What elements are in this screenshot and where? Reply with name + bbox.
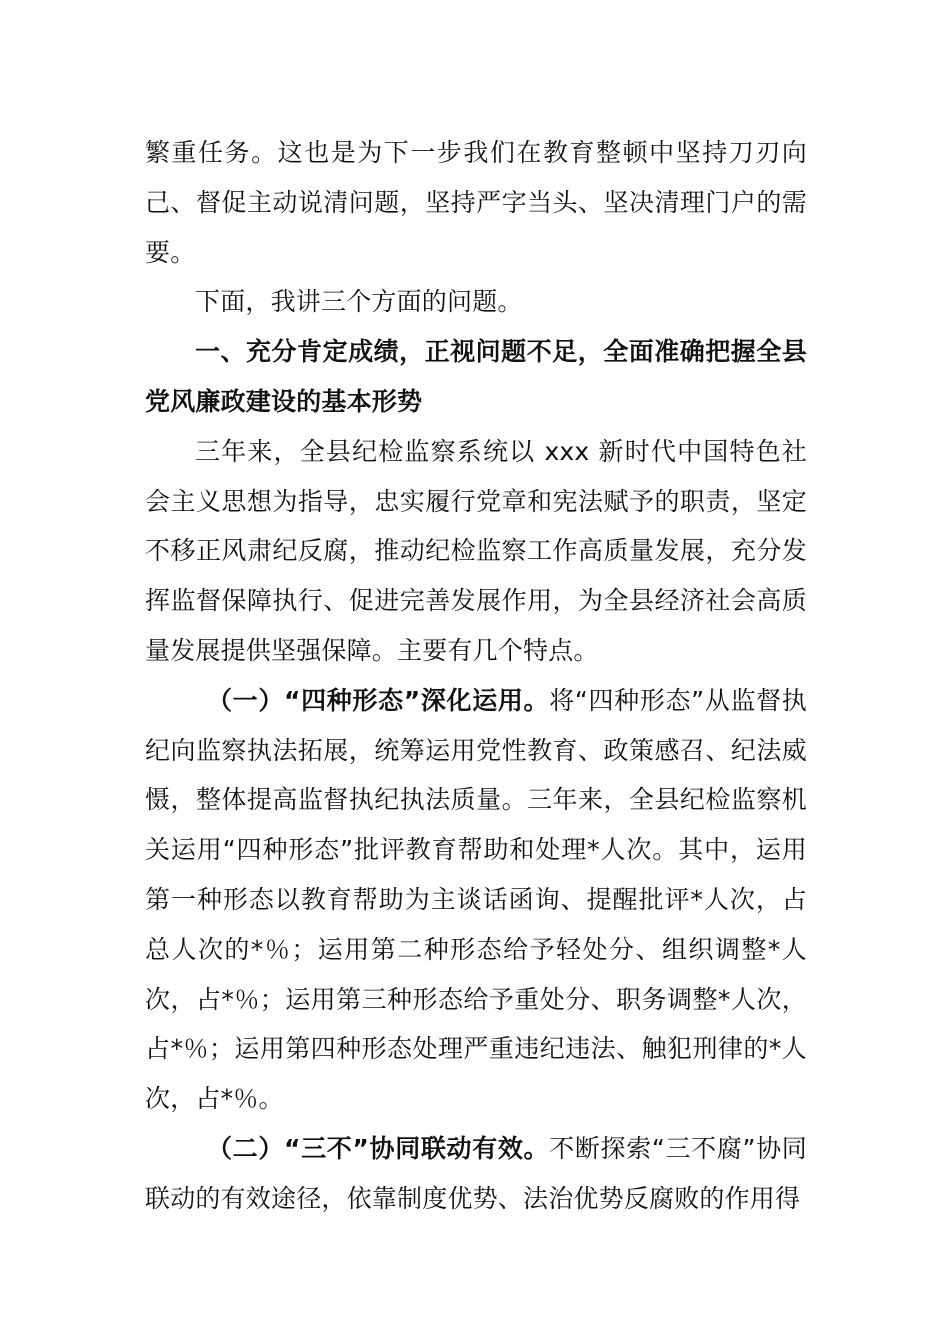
subsection-2	[145, 1124, 807, 1224]
subsection-1-body: 将“四种形态”从监督执纪向监察执法拓展，统筹运用党性教育、政策感召、纪法威慑，整体提高监督执纪执法质量。三年来，全县纪检监察机关运用“四种形态”批评教育帮助和处理*人次。其中，运用第一种形态以教育帮助为主谈话函询、提醒批评*人次，占总人次的*％；运用第二种形态给予轻处分、组织调整*人次，占*％；运用第三种形态给予重处分、职务调整*人次，占*％；运用第四种形态处理严重违纪违法、触犯刑律的*人次，占*％。	[145, 685, 807, 1114]
subsection-1	[145, 676, 807, 1124]
paragraph-intro: 下面，我讲三个方面的问题。	[195, 287, 523, 317]
section-heading-1: 一、充分肯定成绩，正视问题不足，全面准确把握全县党风廉政建设的基本形势	[145, 337, 807, 416]
subsection-2-title: （二）“三不”协同联动有效。	[207, 1133, 550, 1163]
paragraph-continuation: 繁重任务。这也是为下一步我们在教育整顿中坚持刀刃向己、督促主动说清问题，坚持严字当头、坚决清理门户的需要。	[145, 138, 807, 267]
paragraph-summary: 三年来，全县纪检监察系统以 xxx 新时代中国特色社会主义思想为指导，忠实履行党章和宪法赋予的职责，坚定不移正风肃纪反腐，推动纪检监察工作高质量发展，充分发挥监督保障执行、促进完善发展作用，为全县经济社会高质量发展提供坚强保障。主要有几个特点。	[145, 436, 807, 665]
document-body	[145, 128, 807, 1224]
subsection-2-body: 不断探索“三不腐”协同联动的有效途径，依靠制度优势、法治优势反腐败的作用得	[145, 1133, 807, 1213]
subsection-1-title: （一）“四种形态”深化运用。	[207, 685, 550, 715]
